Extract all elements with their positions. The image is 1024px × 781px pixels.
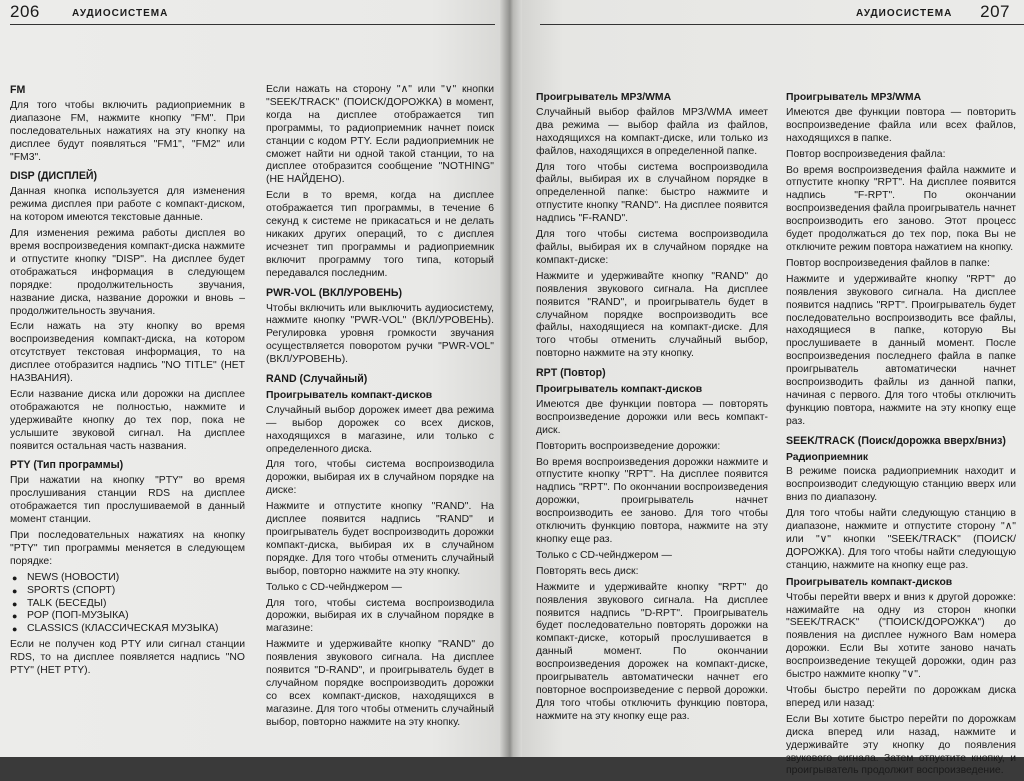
page-number: 207 <box>980 2 1010 21</box>
page-number: 206 <box>10 2 40 21</box>
paragraph: Данная кнопка используется для изменения режима дисплея при работе с компакт-диском, на котором имеются текстовые данные. <box>10 186 245 224</box>
paragraph: Для изменения режима работы дисплея во время воспроизведения компакт-диска нажмите и отпустите кнопку "DISP". На дисплее будет отображаться информация в следующем порядке: продолжительность звучания, название диска, название дорожки и вновь – продолжительность звучания. <box>10 228 245 317</box>
paragraph: При последовательных нажатиях на кнопку "PTY" тип программы меняется в следующем порядке: <box>10 530 245 567</box>
paragraph: Чтобы перейти вверх и вниз к другой дорожке: нажимайте на одну из сторон кнопки "SEEK/TRACK" ("ПОИСК/ДОРОЖКА") до появления на дисплее нужного Вам номера дорожки. Если Вы хотите заново начать воспроизведение текущей дорожки, один раз быстро нажмите кнопку "∨". <box>786 591 1016 681</box>
bullet-list <box>10 572 245 637</box>
paragraph: Если нажать на сторону "∧" или "∨" кнопки "SEEK/TRACK" (ПОИСК/ДОРОЖКА) в момент, когда на дисплее отображается тип программы, то радиоприемник начнет поиск станции с кодом PTY. Если радиоприемник не сможет найти ни одной такой станции, то на дисплее отобразится сообщение "NOTHING" (НЕ НАЙДЕНО). <box>266 84 494 186</box>
right-column-1 <box>536 88 768 727</box>
left-column-1 <box>10 78 245 681</box>
paragraph: Если Вы хотите быстро перейти по дорожкам диска вперед или назад, нажмите и удерживайте эту кнопку до появления звукового сигнала. Затем отпустите кнопку, и проигрыватель продолжит воспроизведение. <box>786 713 1016 777</box>
left-page-header <box>10 2 495 25</box>
paragraph: Чтобы включить или выключить аудиосистему, нажмите кнопку "PWR-VOL" (ВКЛ/УРОВЕНЬ). Регулировка уровня громкости звучания осуществляется поворотом ручки "PWR-VOL" (ВКЛ/УРОВЕНЬ). <box>266 302 494 366</box>
section-heading: RPT (Повтор) <box>536 367 606 380</box>
paragraph: Для того чтобы система воспроизводила файлы, выбирая их в случайном порядке на компакт-диске: <box>536 229 768 266</box>
paragraph: Нажмите и отпустите кнопку "RAND". На дисплее появится надпись "RAND" и проигрыватель будет воспроизводить дорожки компакт-диска, выбирая их в случайном порядке. Для того чтобы отменить случайный выбор, повторно нажмите на эту кнопку. <box>266 501 494 577</box>
book-gutter <box>500 0 522 757</box>
list-item: ● POP (ПОП-МУЗЫКА) <box>10 610 245 623</box>
section-heading: DISP (ДИСПЛЕЙ) <box>10 170 98 183</box>
paragraph: Чтобы быстро перейти по дорожкам диска вперед или назад: <box>786 684 1016 709</box>
paragraph: Во время воспроизведения файла нажмите и отпустите кнопку "RPT". На дисплее появится надпись "F-RPT". По окончании воспроизведения файла проигрыватель начнет воспроизводить его заново. Этот процесс будет продолжаться до тех пор, пока Вы не отключите режим повтора нажатием на кнопку. <box>786 164 1016 253</box>
paragraph: Для того чтобы включить радиоприемник в диапазоне FM, нажмите кнопку "FM". При последовательных нажатиях на эту кнопку на дисплее будут появляться "FM1", "FM2" или "FM3". <box>10 99 245 163</box>
section-heading: SEEK/TRACK (Поиск/дорожка вверх/вниз) <box>786 434 1006 447</box>
list-item: ● CLASSICS (КЛАССИЧЕСКАЯ МУЗЫКА) <box>10 623 245 636</box>
paragraph: Повтор воспроизведения файлов в папке: <box>786 257 990 269</box>
paragraph: Нажмите и удерживайте кнопку "RAND" до появления звукового сигнала. На дисплее появится "RAND", и проигрыватель будет в случайном порядке воспроизводить все файлы, находящиеся на компакт-диске. Для того чтобы отменить случайный выбор, повторно нажмите на эту кнопку. <box>536 270 768 360</box>
subsection-heading: Проигрыватель MP3/WMA <box>786 92 922 103</box>
section-heading: FM <box>10 84 26 96</box>
paragraph: Если название диска или дорожки на дисплее отображаются не полностью, нажмите и удерживайте кнопку до тех пор, пока не услышите звуковой сигнал. На дисплее появится остальная часть названия. <box>10 388 245 452</box>
left-column-2 <box>266 84 494 733</box>
section-title: АУДИОСИСТЕМА <box>856 8 953 19</box>
section-heading: PWR-VOL (ВКЛ/УРОВЕНЬ) <box>266 286 403 299</box>
paragraph: Нажмите и удерживайте кнопку "RPT" до появления звукового сигнала. На дисплее появится надпись "D-RPT". Проигрыватель будет последовательно повторять дорожки на компакт-диске, который прослушивается в данный момент. По окончании воспроизведения дорожек на компакт-диске, проигрыватель автоматически начнет его повторное воспроизведение с первой дорожки. Для того чтобы отключить функцию повтора, нажмите на эту кнопку еще раз. <box>536 581 768 722</box>
right-page-header <box>540 2 1024 25</box>
paragraph: Для того, чтобы система воспроизводила дорожки, выбирая их в случайном порядке в магазине: <box>266 597 494 635</box>
right-column-2 <box>786 88 1016 781</box>
section-heading: PTY (Тип программы) <box>10 459 124 472</box>
left-page <box>0 0 508 757</box>
paragraph: Если нажать на эту кнопку во время воспроизведения компакт-диска, на котором отсутствует текстовая информация, то на дисплее отобразится надпись "NO TITLE" (НЕТ НАЗВАНИЯ). <box>10 321 245 385</box>
paragraph: Для того, чтобы система воспроизводила дорожки, выбирая их в случайном порядке на диске: <box>266 459 494 497</box>
paragraph: Нажмите и удерживайте кнопку "RPT" до появления звукового сигнала. На дисплее появится надпись "RPT". Проигрыватель будет последовательно воспроизводить все файлы, находящиеся в папке, которую Вы прослушиваете в данный момент. После воспроизведения последнего файла в папке проигрыватель автоматически начнет воспроизводить файлы из данной папки, начиная с первого. Для того чтобы отключить функцию повтора, нажмите на эту кнопку еще раз. <box>786 273 1016 427</box>
paragraph: Для того чтобы система воспроизводила файлы, выбирая их в случайном порядке в определенной папке: быстро нажмите и отпустите кнопку "RAND". На дисплее появится надпись "F-RAND". <box>536 161 768 225</box>
section-title: АУДИОСИСТЕМА <box>72 8 169 19</box>
paragraph: Только с CD-чейнджером — <box>536 549 672 561</box>
right-page <box>512 0 1024 777</box>
list-item: ● SPORTS (СПОРТ) <box>10 585 245 598</box>
paragraph: Для того чтобы найти следующую станцию в диапазоне, нажмите и отпустите сторону "∧" или "∨" кнопки "SEEK/TRACK" (ПОИСК/ДОРОЖКА). Для того чтобы найти следующую станцию, нажмите на кнопку еще раз. <box>786 508 1016 571</box>
paragraph: Случайный выбор файлов MP3/WMA имеет два режима — выбор файла из файлов, находящихся на компакт-диске, или только из файлов, находящихся в определенной папке. <box>536 106 768 157</box>
paragraph: В режиме поиска радиоприемник находит и воспроизводит следующую станцию вверх или вниз по диапазону. <box>786 466 1016 504</box>
paragraph: Повторить воспроизведение дорожки: <box>536 440 721 452</box>
paragraph: Если в то время, когда на дисплее отображается тип программы, в течение 6 секунд к системе не прикасаться и не делать никаких других операций, то с дисплея исчезнет тип программы и радиоприемник включит программу того типа, который передавался последним. <box>266 190 494 279</box>
paragraph: Нажмите и удерживайте кнопку "RAND" до появления звукового сигнала. На дисплее появится "D-RAND", и проигрыватель будет в случайном порядке воспроизводить дорожки со всех компакт-дисков, находящихся в магазине. Для того чтобы отменить случайный выбор, повторно нажмите на эту кнопку. <box>266 639 494 728</box>
paragraph: Случайный выбор дорожек имеет два режима — выбор дорожек со всех дисков, находящихся в магазине, или только с определенного диска. <box>266 404 494 455</box>
subsection-heading: Проигрыватель компакт-дисков <box>786 576 953 588</box>
list-item: ● NEWS (НОВОСТИ) <box>10 572 245 585</box>
paragraph: При нажатии на кнопку "PTY" во время прослушивания станции RDS на дисплее отображается тип прослушиваемой в данный момент станции. <box>10 475 245 526</box>
list-item: ● TALK (БЕСЕДЫ) <box>10 598 245 611</box>
paragraph: Только с CD-чейнджером — <box>266 581 402 593</box>
paragraph: Имеются две функции повтора — повторять воспроизведение дорожки или весь компакт-диск. <box>536 398 768 436</box>
subsection-heading: Проигрыватель компакт-дисков <box>266 389 433 401</box>
paragraph: Повторять весь диск: <box>536 565 639 577</box>
section-heading: RAND (Случайный) <box>266 373 368 386</box>
subsection-heading: Радиоприемник <box>786 451 869 463</box>
subsection-heading: Проигрыватель MP3/WMA <box>536 92 672 103</box>
subsection-heading: Проигрыватель компакт-дисков <box>536 384 703 396</box>
paragraph: Имеются две функции повтора — повторить воспроизведение файла или всех файлов, находящихся в папке. <box>786 106 1016 144</box>
paragraph: Если не получен код PTY или сигнал станции RDS, то на дисплее появляется надпись "NO PTY" (НЕТ PTY). <box>10 639 245 677</box>
paragraph: Повтор воспроизведения файла: <box>786 148 946 160</box>
paragraph: Во время воспроизведения дорожки нажмите и отпустите кнопку "RPT". На дисплее появится надпись "RPT". По окончании воспроизведения дорожки, проигрыватель начнет воспроизводить ее заново. Для того чтобы отключить функцию повтора, нажмите на эту кнопку еще раз. <box>536 456 768 545</box>
